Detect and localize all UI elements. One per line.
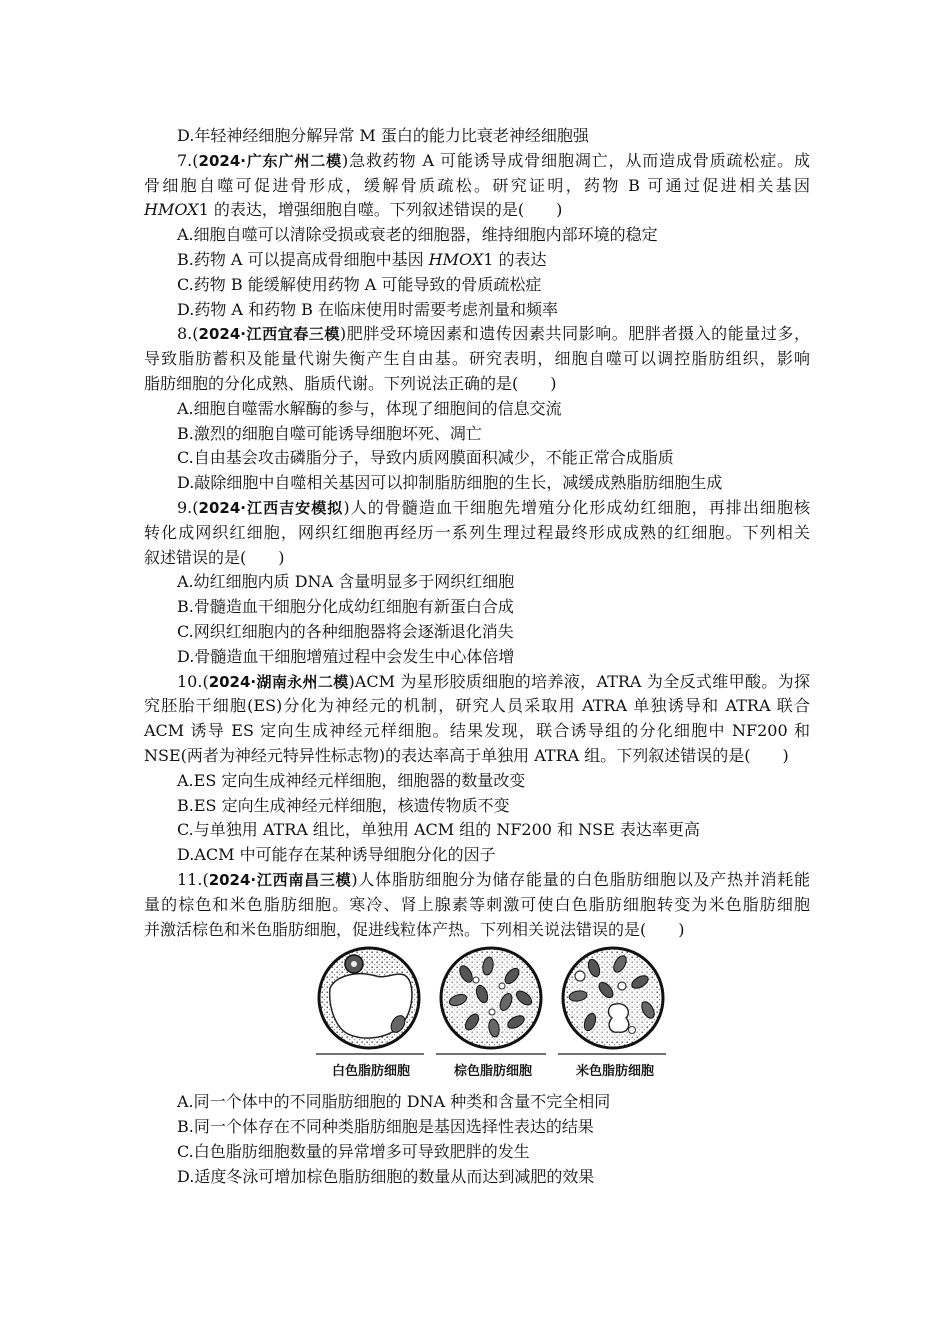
q7-stem-line-1: 7.(2024·广东广州二模)急救药物 A 可能诱导成骨细胞凋亡，从而造成骨质疏松症。成 [177, 150, 810, 170]
q11-stem-line-2: 量的棕色和米色脂肪细胞。寒冷、肾上腺素等刺激可使白色脂肪细胞转变为米色脂肪细胞 [144, 894, 810, 914]
q11-stem-line-1: 11.(2024·江西南昌三模)人体脂肪细胞分为储存能量的白色脂肪细胞以及产热并消耗能 [177, 869, 811, 889]
q11-stem-line-3: 并激活棕色和米色脂肪细胞，促进线粒体产热。下列相关说法错误的是( ) [144, 919, 685, 939]
q9-option-c: C.网织红细胞内的各种细胞器将会逐渐退化消失 [177, 621, 514, 641]
q9-stem-line-2: 转化成网织红细胞，网织红细胞再经历一系列生理过程最终形成成熟的红细胞。下列相关 [144, 522, 810, 542]
q9-option-d: D.骨髓造血干细胞增殖过程中会发生中心体倍增 [177, 646, 515, 666]
q7-source: 2024·广东广州二模 [198, 151, 342, 170]
q8-option-a: A.细胞自噬需水解酶的参与，体现了细胞间的信息交流 [177, 398, 562, 418]
q11-option-d: D.适度冬泳可增加棕色脂肪细胞的数量从而达到减肥的效果 [177, 1166, 595, 1186]
q11-option-a: A.同一个体中的不同脂肪细胞的 DNA 种类和含量不完全相同 [177, 1092, 611, 1112]
q8-stem-line-2: 导致脂肪蓄积及能量代谢失衡产生自由基。研究表明，细胞自噬可以调控脂肪组织，影响 [144, 349, 810, 369]
q10-option-c: C.与单独用 ATRA 组比，单独用 ACM 组的 NF200 和 NSE 表达率更高 [177, 820, 700, 840]
q10-option-b: B.ES 定向生成神经元样细胞，核遗传物质不变 [177, 795, 510, 815]
q7-option-d: D.药物 A 和药物 B 在临床使用时需要考虑剂量和频率 [177, 299, 559, 319]
q9-option-a: A.幼红细胞内质 DNA 含量明显多于网织红细胞 [177, 572, 515, 592]
q7-option-c: C.药物 B 能缓解使用药物 A 可能导致的骨质疏松症 [177, 274, 542, 294]
q10-stem-line-4: NSE(两者为神经元特异性标志物)的表达率高于单独用 ATRA 组。下列叙述错误的是( ) [144, 745, 789, 765]
q11-option-c: C.白色脂肪细胞数量的异常增多可导致肥胖的发生 [177, 1141, 530, 1161]
q9-stem-line-3: 叙述错误的是( ) [144, 547, 285, 567]
q8-option-d: D.敲除细胞中自噬相关基因可以抑制脂肪细胞的生长，减缓成熟脂肪细胞生成 [177, 473, 723, 493]
q10-stem-line-1: 10.(2024·湖南永州二模)ACM 为星形胶质细胞的培养液，ATRA 为全反式维甲酸。为探 [177, 671, 810, 691]
q7-stem-line-3: HMOX1 的表达，增强细胞自噬。下列叙述错误的是( ) [144, 200, 563, 220]
brown-fat-cell [441, 948, 541, 1048]
caption-white-fat-cell: 白色脂肪细胞 [331, 1064, 410, 1080]
q8-stem-line-3: 脂肪细胞的分化成熟、脂质代谢。下列说法正确的是( ) [144, 373, 557, 393]
gene-name: HMOX [144, 200, 199, 220]
question-content [144, 124, 810, 1189]
q11-number: 11.( [177, 869, 209, 889]
q11-source: 2024·江西南昌三模 [208, 870, 352, 889]
q10-stem-line-3: ACM 诱导 ES 定向生成神经元样细胞。结果发现，联合诱导组的分化细胞中 NF200 和 [144, 721, 810, 741]
q6-option-d: D.年轻神经细胞分解异常 M 蛋白的能力比衰老神经细胞强 [177, 126, 589, 145]
q8-source: 2024·江西宜春三模 [198, 325, 340, 344]
q10-option-d: D.ACM 中可能存在某种诱导细胞分化的因子 [177, 845, 496, 865]
q8-number: 8.( [177, 324, 199, 344]
q8-option-c: C.自由基会攻击磷脂分子，导致内质网膜面积减少，不能正常合成脂质 [177, 448, 674, 468]
q9-source: 2024·江西吉安模拟 [198, 498, 344, 517]
q10-option-a: A.ES 定向生成神经元样细胞，细胞器的数量改变 [177, 770, 526, 790]
caption-brown-fat-cell: 棕色脂肪细胞 [453, 1064, 532, 1080]
q10-number: 10.( [177, 671, 209, 691]
q11-option-b: B.同一个体存在不同种类脂肪细胞是基因选择性表达的结果 [177, 1117, 594, 1137]
q7-stem-line-2: 骨细胞自噬可促进骨形成，缓解骨质疏松。研究证明，药物 B 可通过促进相关基因 [144, 175, 810, 195]
q9-option-b: B.骨髓造血干细胞分化成幼红细胞有新蛋白合成 [177, 597, 514, 617]
caption-beige-fat-cell: 米色脂肪细胞 [575, 1064, 654, 1080]
fat-cell-figure [144, 946, 810, 1086]
white-fat-cell [319, 948, 419, 1048]
q10-stem-line-2: 究胚胎干细胞(ES)分化为神经元的机制，研究人员采取用 ATRA 单独诱导和 ATRA 联合 [144, 696, 810, 716]
q9-stem-line-1: 9.(2024·江西吉安模拟)人的骨髓造血干细胞先增殖分化形成幼红细胞，再排出细胞核 [177, 497, 811, 517]
q7-option-b: B.药物 A 可以提高成骨细胞中基因 HMOX1 的表达 [177, 249, 547, 269]
beige-fat-cell [563, 948, 663, 1048]
q7-number: 7.( [177, 150, 199, 170]
q10-source: 2024·湖南永州二模 [208, 672, 349, 691]
q7-option-a: A.细胞自噬可以清除受损或衰老的细胞器，维持细胞内部环境的稳定 [177, 225, 658, 245]
fat-cell-illustration [316, 946, 666, 1058]
q9-number: 9.( [177, 497, 199, 517]
q8-option-b: B.激烈的细胞自噬可能诱导细胞坏死、凋亡 [177, 423, 482, 443]
q8-stem-line-1: 8.(2024·江西宜春三模)肥胖受环境因素和遗传因素共同影响。肥胖者摄入的能量过多， [177, 324, 810, 344]
gene-name: HMOX [428, 249, 484, 269]
